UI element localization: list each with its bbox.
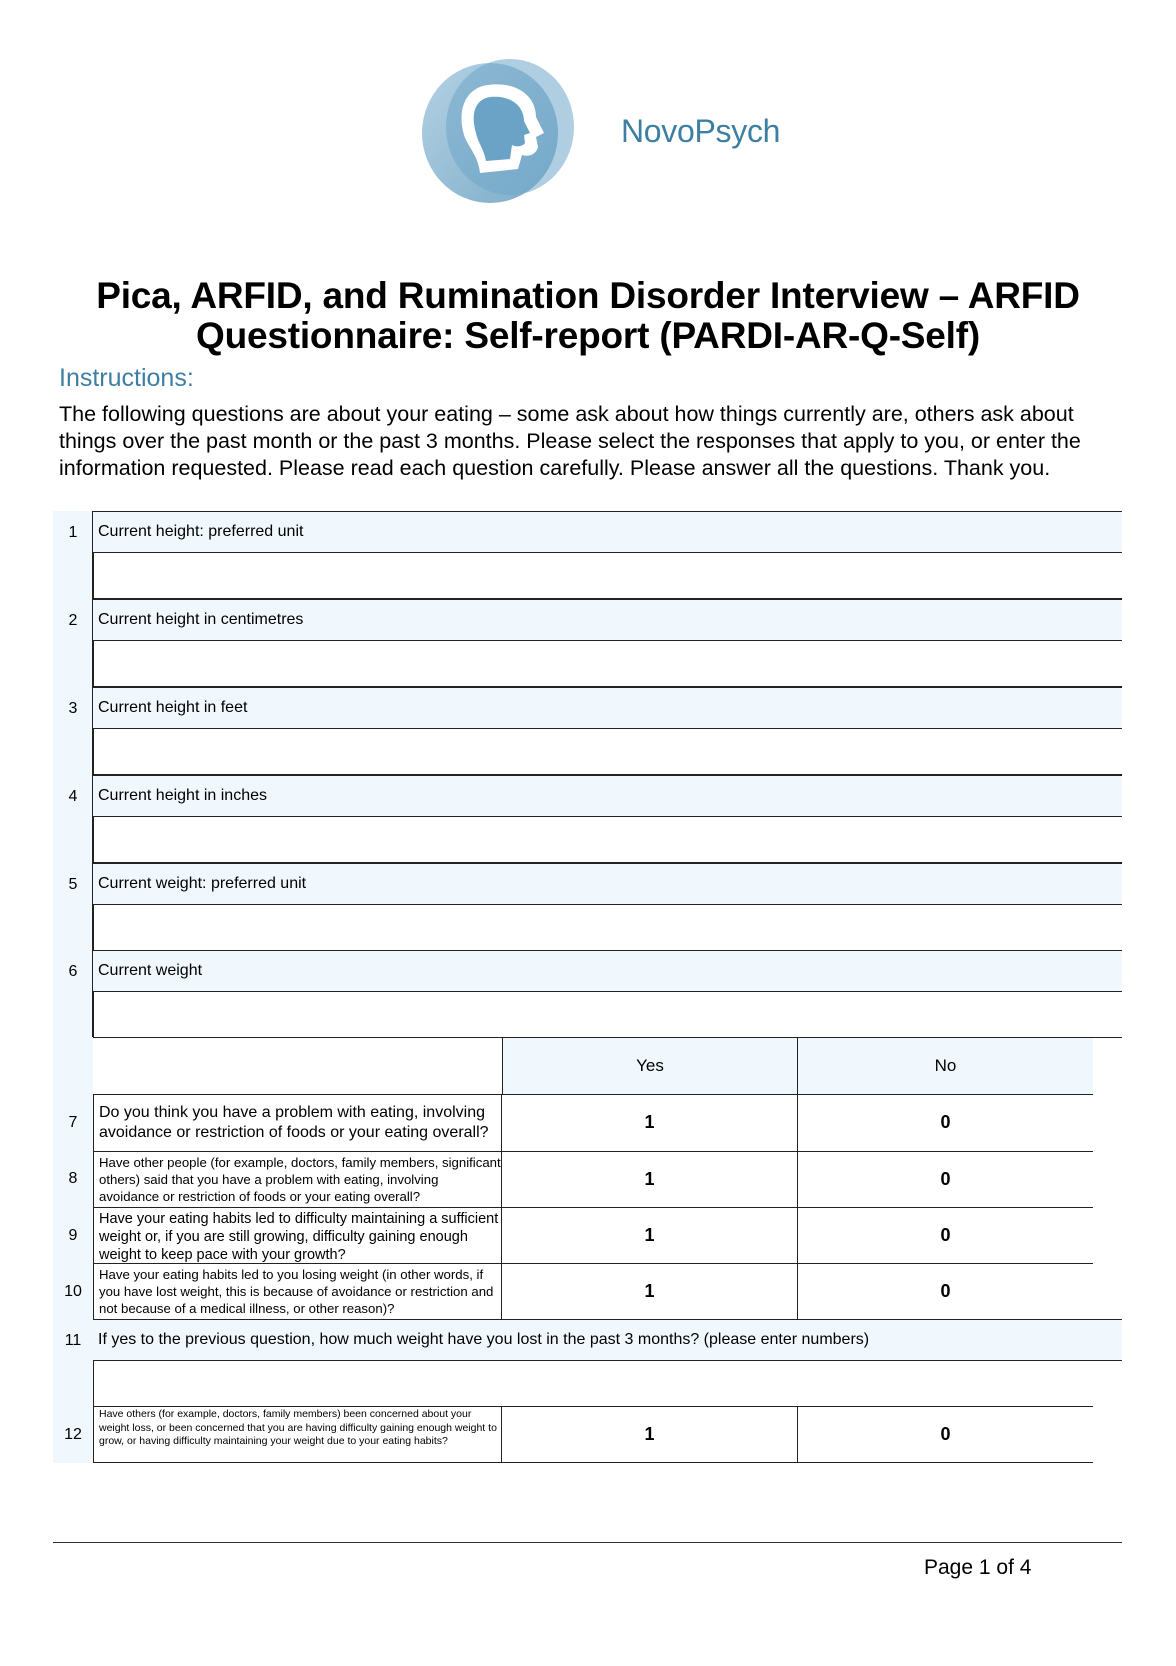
weight-unit-field[interactable] (93, 905, 1122, 951)
height-unit-field[interactable] (93, 553, 1122, 599)
question-label: Current weight: preferred unit (98, 875, 307, 892)
question-label-row (93, 775, 1122, 817)
table-bottom-border (93, 1462, 1093, 1463)
question-number: 9 (68, 1227, 78, 1244)
brand-name: NovoPsych (621, 113, 781, 149)
question-label-row (93, 511, 1122, 553)
question-label: Have other people (for example, doctors, family members, significant others) said that you have a problem with eating, involving avoidance or restriction of foods or your eating overall? (93, 1152, 502, 1208)
question-label: Current height in inches (98, 787, 267, 804)
yes-option[interactable]: 1 (502, 1264, 798, 1320)
question-label: Current height: preferred unit (98, 523, 304, 540)
page-number: Page 1 of 4 (924, 1556, 1032, 1579)
question-number: 2 (68, 612, 78, 629)
question-label-row (93, 1319, 1122, 1361)
question-number: 1 (68, 524, 78, 541)
height-cm-field[interactable] (93, 641, 1122, 687)
footer-divider (53, 1542, 1122, 1543)
question-number: 10 (64, 1283, 82, 1300)
question-label: Have your eating habits led to difficulty maintaining a sufficient weight or, if you are still growing, difficulty gaining enough weight to keep pace with your growth? (93, 1208, 502, 1264)
question-row (93, 1263, 1093, 1320)
yes-option[interactable]: 1 (502, 1208, 798, 1264)
question-number: 6 (68, 963, 78, 980)
question-number: 12 (64, 1426, 82, 1443)
weight-lost-field[interactable] (93, 1361, 1122, 1406)
question-number: 3 (68, 700, 78, 717)
question-number: 7 (68, 1114, 78, 1131)
height-inches-field[interactable] (93, 817, 1122, 863)
no-option[interactable]: 0 (940, 1112, 951, 1132)
question-row (93, 1207, 1093, 1264)
no-column-header: No (798, 1037, 1093, 1094)
instructions-heading: Instructions: (59, 364, 194, 392)
question-number: 4 (68, 788, 78, 805)
question-label: Do you think you have a problem with eating, involving avoidance or restriction of foods or your eating overall? (93, 1095, 502, 1151)
question-label: Have your eating habits led to you losing weight (in other words, if you have lost weight, this is because of avoidance or restriction and not because of a medical illness, or other reason)? (93, 1264, 502, 1320)
question-row (93, 1406, 1093, 1463)
no-option[interactable]: 0 (940, 1424, 951, 1444)
question-label: Current weight (98, 962, 203, 979)
question-label-row (93, 863, 1122, 905)
title-line-1: Pica, ARFID, and Rumination Disorder Interview – ARFID (96, 275, 1080, 316)
question-number: 8 (68, 1170, 78, 1187)
question-number: 11 (64, 1332, 82, 1349)
yes-column-header: Yes (502, 1037, 798, 1094)
head-profile-icon (418, 55, 578, 207)
question-label-row (93, 950, 1122, 992)
question-label-row (93, 599, 1122, 641)
question-number-column (53, 511, 93, 1463)
weight-field[interactable] (93, 992, 1122, 1038)
question-number: 5 (68, 876, 78, 893)
yes-option[interactable]: 1 (502, 1152, 798, 1208)
novopsych-logo (418, 55, 578, 207)
page-title (60, 276, 1116, 356)
question-row (93, 1151, 1093, 1208)
no-option[interactable]: 0 (940, 1169, 951, 1189)
question-label: Have others (for example, doctors, family members) been concerned about your weight loss, or been concerned that you are having difficulty gaining enough weight to grow, or having difficulty maintaining your weight due to your eating habits? (93, 1407, 502, 1463)
yes-option[interactable]: 1 (502, 1095, 798, 1151)
question-label: Current height in centimetres (98, 611, 304, 628)
instructions-text: The following questions are about your eating – some ask about how things currently are, others ask about things over the past month or the past 3 months. Please select the responses that apply to you, or enter the information requested. Please read each question carefully. Please answer all the questions. Thank you. (59, 402, 1081, 480)
question-row (93, 1094, 1093, 1151)
no-option[interactable]: 0 (940, 1281, 951, 1301)
question-label: If yes to the previous question, how much weight have you lost in the past 3 months? (please enter numbers) (98, 1331, 870, 1348)
no-option[interactable]: 0 (940, 1225, 951, 1245)
question-label: Current height in feet (98, 699, 248, 716)
title-line-2: Questionnaire: Self-report (PARDI-AR-Q-Self) (196, 315, 980, 356)
yes-option[interactable]: 1 (502, 1407, 798, 1463)
height-feet-field[interactable] (93, 729, 1122, 775)
question-label-row (93, 687, 1122, 729)
